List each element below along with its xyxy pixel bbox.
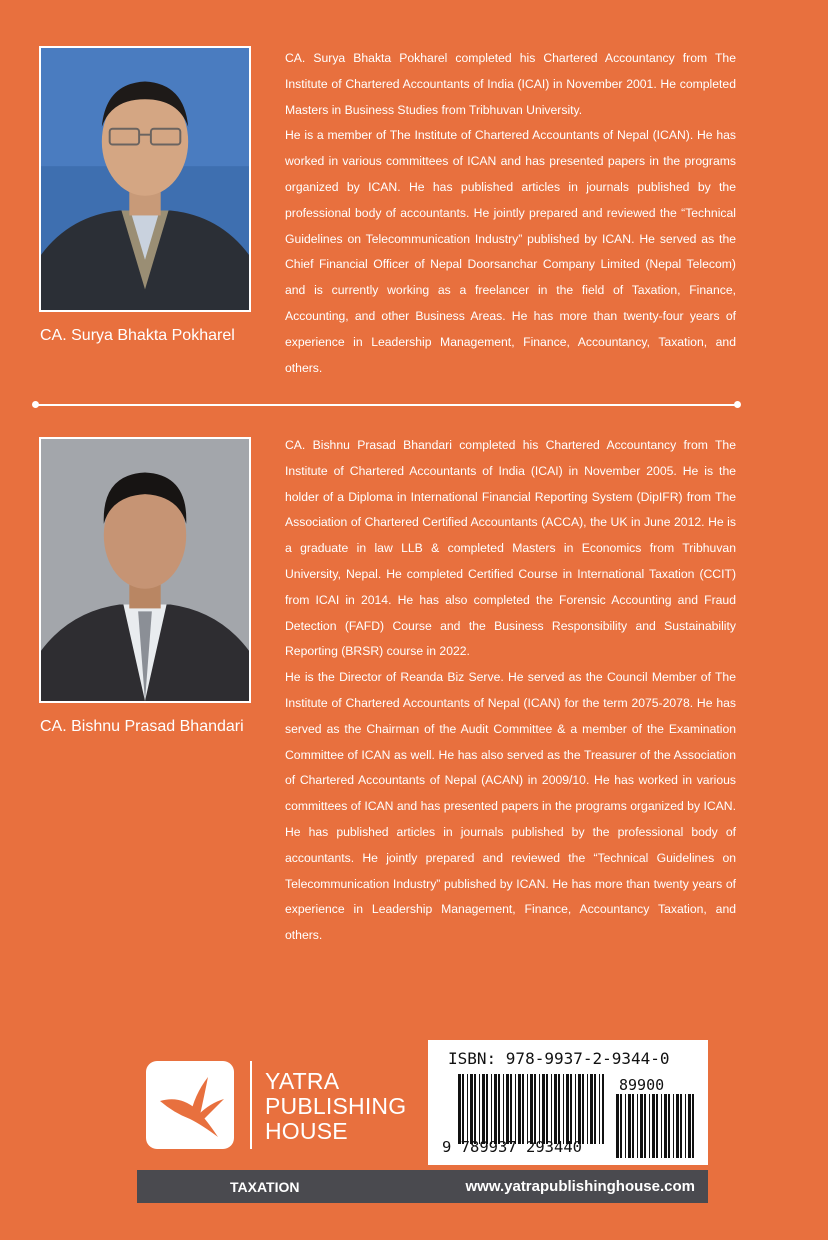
barcode-bar — [515, 1074, 516, 1144]
author-photo-bishnu — [39, 437, 251, 703]
barcode-bar — [616, 1094, 619, 1158]
barcode-bar — [498, 1074, 500, 1144]
barcode-bar — [668, 1094, 670, 1158]
footer-bar — [137, 1170, 708, 1203]
author-bio-bishnu — [285, 433, 736, 949]
author-portrait-icon — [41, 48, 249, 310]
publisher-name-line: HOUSE — [265, 1118, 348, 1144]
barcode-bar — [599, 1074, 600, 1144]
barcode-bar — [644, 1094, 646, 1158]
barcode-addon-digits: 89900 — [619, 1076, 665, 1094]
barcode-bar — [494, 1074, 497, 1144]
barcode-bar — [637, 1094, 638, 1158]
divider-dot-left — [32, 401, 39, 408]
barcode-bar — [479, 1074, 480, 1144]
category-label: TAXATION — [230, 1179, 300, 1195]
author-name-surya: CA. Surya Bhakta Pokharel — [40, 327, 235, 344]
barcode-bar — [570, 1074, 572, 1144]
barcode-bar — [685, 1094, 686, 1158]
barcode-bar — [625, 1094, 626, 1158]
bio-paragraph: He is a member of The Institute of Chartered Accountants of Nepal (ICAN). He has worked in various committees of ICAN and has presented papers in the programs organized by ICAN. He has published articles in journals published by the professional body of accountants. He jointly prepared and reviewed the “Technical Guidelines on Telecommunication Industry” published by ICAN. He served as the Chief Financial Officer of Nepal Doorsanchar Company Limited (Nepal Telecom) and is currently working as a freelancer in the field of Taxation, Finance, Accounting, and other Business Areas. He has more than twenty-four years of experience in Leadership Management, Finance, Accountancy, Taxation, and others. — [285, 128, 736, 375]
barcode-bar — [680, 1094, 682, 1158]
barcode-bar — [673, 1094, 674, 1158]
publisher-name-line: YATRA — [265, 1068, 340, 1094]
publisher-logo — [146, 1061, 234, 1149]
barcode-bar — [491, 1074, 492, 1144]
barcode-bar — [506, 1074, 509, 1144]
barcode-digits: 9 789937 293440 — [442, 1138, 582, 1156]
divider-dot-right — [734, 401, 741, 408]
barcode-bar — [482, 1074, 485, 1144]
barcode-bar — [661, 1094, 662, 1158]
barcode-bar — [527, 1074, 528, 1144]
barcode-bar — [692, 1094, 694, 1158]
barcode-bar — [530, 1074, 533, 1144]
barcode-bar — [458, 1074, 461, 1144]
bird-logo-icon — [146, 1061, 234, 1149]
section-divider — [35, 404, 738, 406]
barcode-bar — [470, 1074, 473, 1144]
barcode-bar — [554, 1074, 557, 1144]
barcode-bar — [628, 1094, 631, 1158]
barcode-bar — [590, 1074, 593, 1144]
barcode-bar — [518, 1074, 521, 1144]
barcode-bar — [542, 1074, 545, 1144]
barcode-bar — [656, 1094, 658, 1158]
barcode-bar — [587, 1074, 588, 1144]
barcode-bar — [486, 1074, 488, 1144]
barcode-bar — [688, 1094, 691, 1158]
logo-separator — [250, 1061, 252, 1149]
barcode-bar — [467, 1074, 468, 1144]
barcode-bar — [640, 1094, 643, 1158]
bio-paragraph: CA. Bishnu Prasad Bhandari completed his Chartered Accountancy from The Institute of Chartered Accountants of India (ICAI) in November 2005. He is the holder of a Diploma in International Financial Reporting System (DipIFR) from The Association of Chartered Certified Accountants (ACCA), the UK in June 2012. He is a graduate in law LLB & completed Masters in Economics from Tribhuvan University, Nepal. He completed Certified Course in International Taxation (CCIT) from ICAI in 2014. He has also completed the Forensic Accounting and Fraud Detection (FAFD) Course and the Business Responsibility and Sustainability Reporting (BRSR) course in 2022. — [285, 438, 736, 659]
barcode-bar — [620, 1094, 622, 1158]
barcode-bar — [546, 1074, 548, 1144]
publisher-name-line: PUBLISHING — [265, 1093, 407, 1119]
barcode-bar — [503, 1074, 504, 1144]
isbn-barcode — [428, 1040, 708, 1165]
barcode-bar — [534, 1074, 536, 1144]
barcode-bar — [510, 1074, 512, 1144]
barcode-bar — [594, 1074, 596, 1144]
barcode-bar — [539, 1074, 540, 1144]
barcode-bar — [551, 1074, 552, 1144]
barcode-bar — [566, 1074, 569, 1144]
barcode-bar — [602, 1074, 604, 1144]
barcode-bar — [676, 1094, 679, 1158]
bio-paragraph: He is the Director of Reanda Biz Serve. He served as the Council Member of The Institute of Chartered Accountants of Nepal (ICAN) for the term 2075-2078. He has served as the Chairman of the Audit Committee & a member of the Examination Committee of ICAN as well. He has also served as the Treasurer of the Association of Chartered Accountants of Nepal (ACAN) in 2009/10. He has worked in various committees of ICAN and has presented papers in the programs organized by ICAN. He has published articles in journals published by the professional body of accountants. He jointly prepared and reviewed the “Technical Guidelines on Telecommunication Industry” published by ICAN. He has more than twenty years of experience in Leadership Management, Finance, Accountancy Taxation, and others. — [285, 670, 736, 943]
author-photo-surya — [39, 46, 251, 312]
barcode-bar — [575, 1074, 576, 1144]
bio-paragraph: CA. Surya Bhakta Pokharel completed his Chartered Accountancy from The Institute of Chartered Accountants of India (ICAI) in November 2001. He completed Masters in Business Studies from Tribhuvan University. — [285, 51, 736, 117]
author-name-bishnu: CA. Bishnu Prasad Bhandari — [40, 718, 244, 735]
website-link[interactable]: www.yatrapublishinghouse.com — [465, 1178, 695, 1195]
author-portrait-icon — [41, 439, 249, 701]
barcode-bar — [664, 1094, 667, 1158]
barcode-bar — [474, 1074, 476, 1144]
barcode-bar — [522, 1074, 524, 1144]
barcode-bar — [649, 1094, 650, 1158]
barcode-bar — [462, 1074, 464, 1144]
barcode-bar — [652, 1094, 655, 1158]
barcode-bar — [632, 1094, 634, 1158]
author-bio-surya — [285, 46, 736, 381]
barcode-bar — [578, 1074, 581, 1144]
barcode-bar — [563, 1074, 564, 1144]
barcode-bar — [582, 1074, 584, 1144]
isbn-text: ISBN: 978-9937-2-9344-0 — [448, 1049, 670, 1068]
barcode-bar — [558, 1074, 560, 1144]
